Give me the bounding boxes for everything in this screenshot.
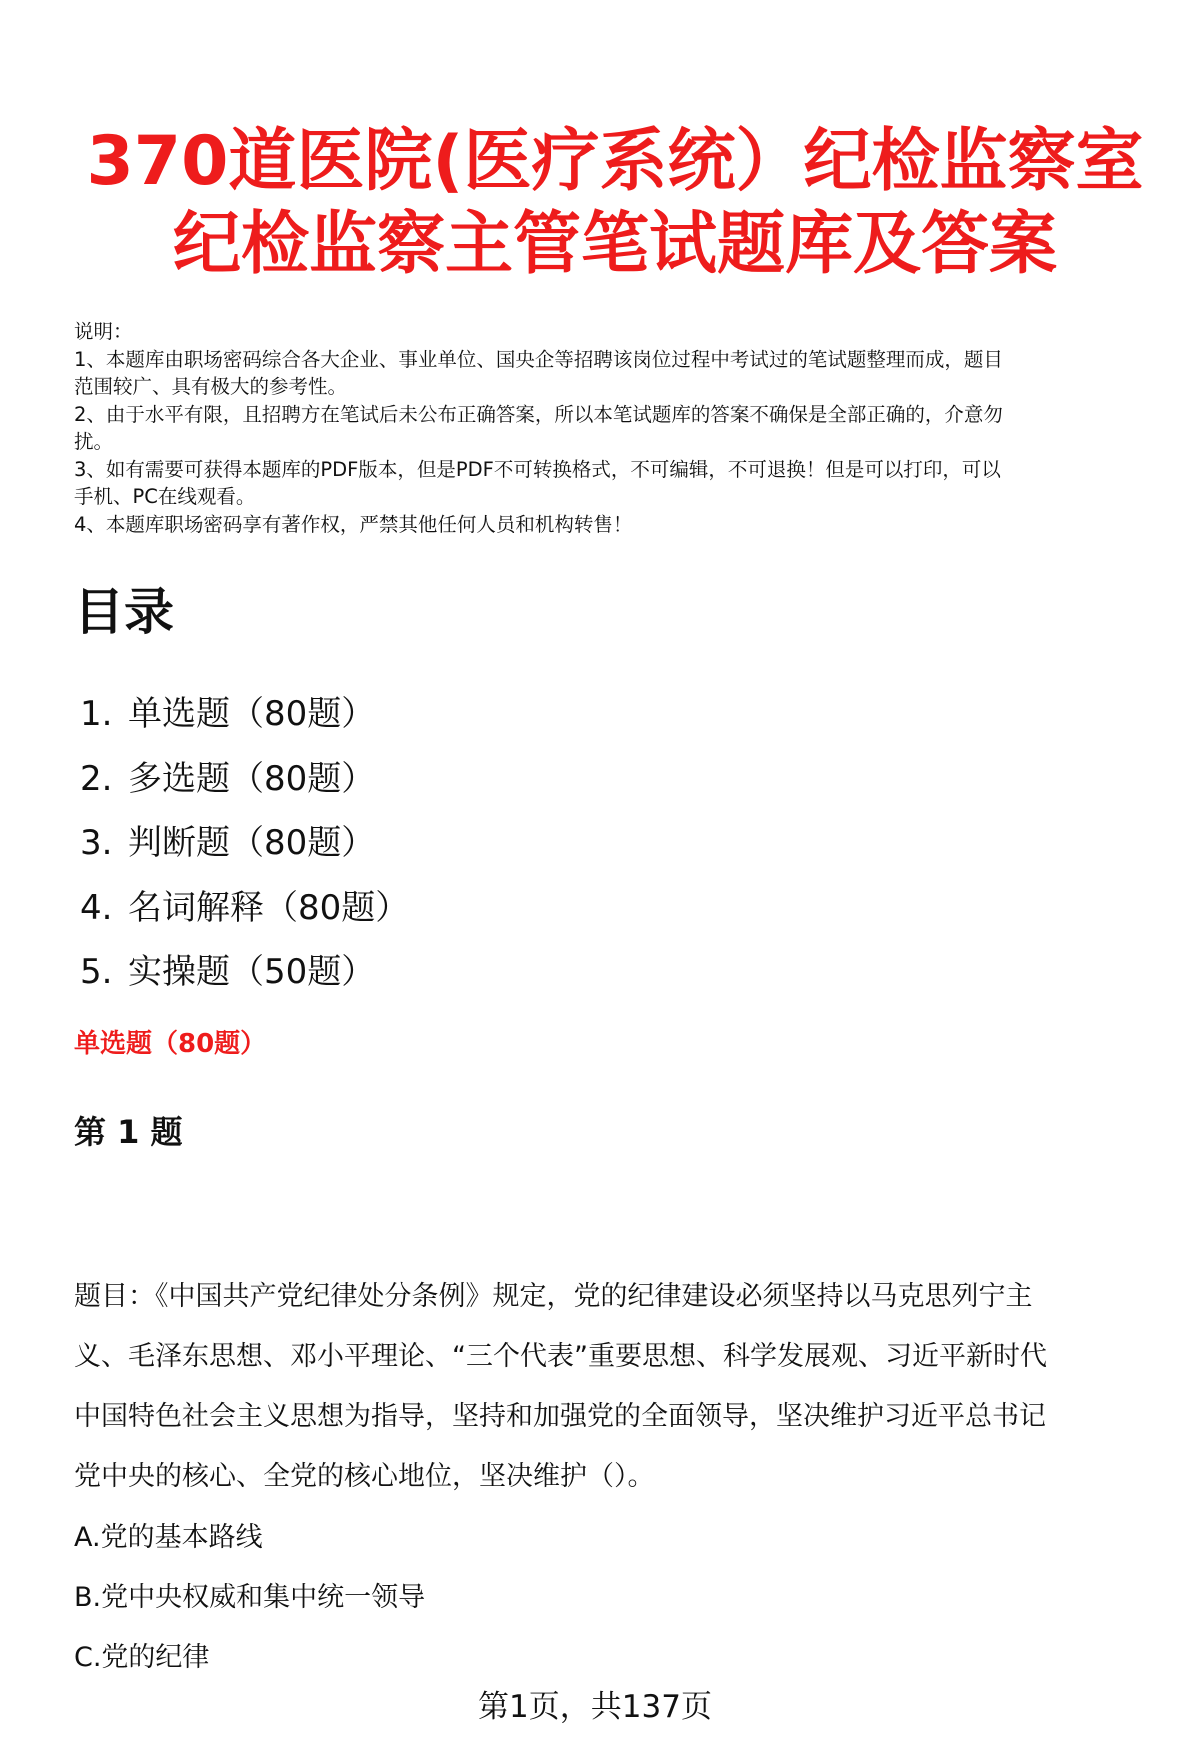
question-text	[74, 1267, 1164, 1507]
toc-item-label: 单选题（80题）	[128, 694, 376, 734]
notes-line: 1、本题库由职场密码综合各大企业、事业单位、国央企等招聘该岗位过程中考试过的笔试题整理而成，题目	[74, 347, 1003, 371]
toc-item-multiple-choice[interactable]	[80, 747, 409, 812]
notes-line: 2、由于水平有限，且招聘方在笔试后未公布正确答案，所以本笔试题库的答案不确保是全部正确的，介意勿	[74, 402, 1003, 426]
option-c: C.党的纪律	[74, 1642, 210, 1673]
toc-item-number: 1.	[80, 694, 113, 734]
toc-item-single-choice[interactable]	[80, 682, 409, 747]
notes-line: 范围较广、具有极大的参考性。	[74, 375, 348, 398]
notes-heading: 说明：	[74, 320, 133, 343]
toc-item-number: 3.	[80, 823, 113, 863]
option-b: B.党中央权威和集中统一领导	[74, 1582, 426, 1613]
table-of-contents	[80, 682, 409, 1005]
answer-options	[74, 1508, 425, 1688]
toc-item-number: 5.	[80, 952, 113, 992]
notes-line: 4、本题库职场密码享有著作权，严禁其他任何人员和机构转售！	[74, 512, 633, 536]
notes-line: 扰。	[74, 430, 114, 453]
toc-heading: 目录	[74, 583, 174, 641]
toc-item-label: 判断题（80题）	[128, 823, 376, 863]
page-number-footer: 第1页，共137页	[478, 1689, 712, 1725]
option-a: A.党的基本路线	[74, 1522, 263, 1553]
notes-block	[74, 318, 1154, 538]
toc-item-number: 2.	[80, 758, 113, 799]
notes-line: 3、如有需要可获得本题库的PDF版本，但是PDF不可转换格式，不可编辑，不可退换！但是可以打印，可以	[74, 457, 1001, 481]
question-line: 题目：《中国共产党纪律处分条例》规定，党的纪律建设必须坚持以马克思列宁主	[74, 1281, 1033, 1312]
question-line: 党中央的核心、全党的核心地位，坚决维护（）。	[74, 1461, 655, 1492]
notes-line: 手机、PC在线观看。	[74, 485, 256, 508]
toc-item-number: 4.	[80, 887, 113, 928]
document-title-line-2: 纪检监察主管笔试题库及答案	[172, 205, 1057, 284]
question-line: 中国特色社会主义思想为指导，坚持和加强党的全面领导，坚决维护习近平总书记	[74, 1401, 1046, 1432]
document-title-line-1: 370道医院(医疗系统）纪检监察室	[86, 122, 1144, 201]
section-heading: 单选题（80题）	[74, 1029, 267, 1059]
toc-item-label: 名词解释（80题）	[128, 887, 410, 928]
toc-item-practical[interactable]	[80, 940, 409, 1005]
question-number: 第 1 题	[74, 1113, 183, 1151]
toc-item-label: 多选题（80题）	[128, 758, 376, 799]
toc-item-term-explanation[interactable]	[80, 876, 409, 941]
toc-item-true-false[interactable]	[80, 811, 409, 876]
toc-item-label: 实操题（50题）	[128, 952, 376, 992]
question-line: 义、毛泽东思想、邓小平理论、“三个代表”重要思想、科学发展观、习近平新时代	[74, 1341, 1047, 1372]
